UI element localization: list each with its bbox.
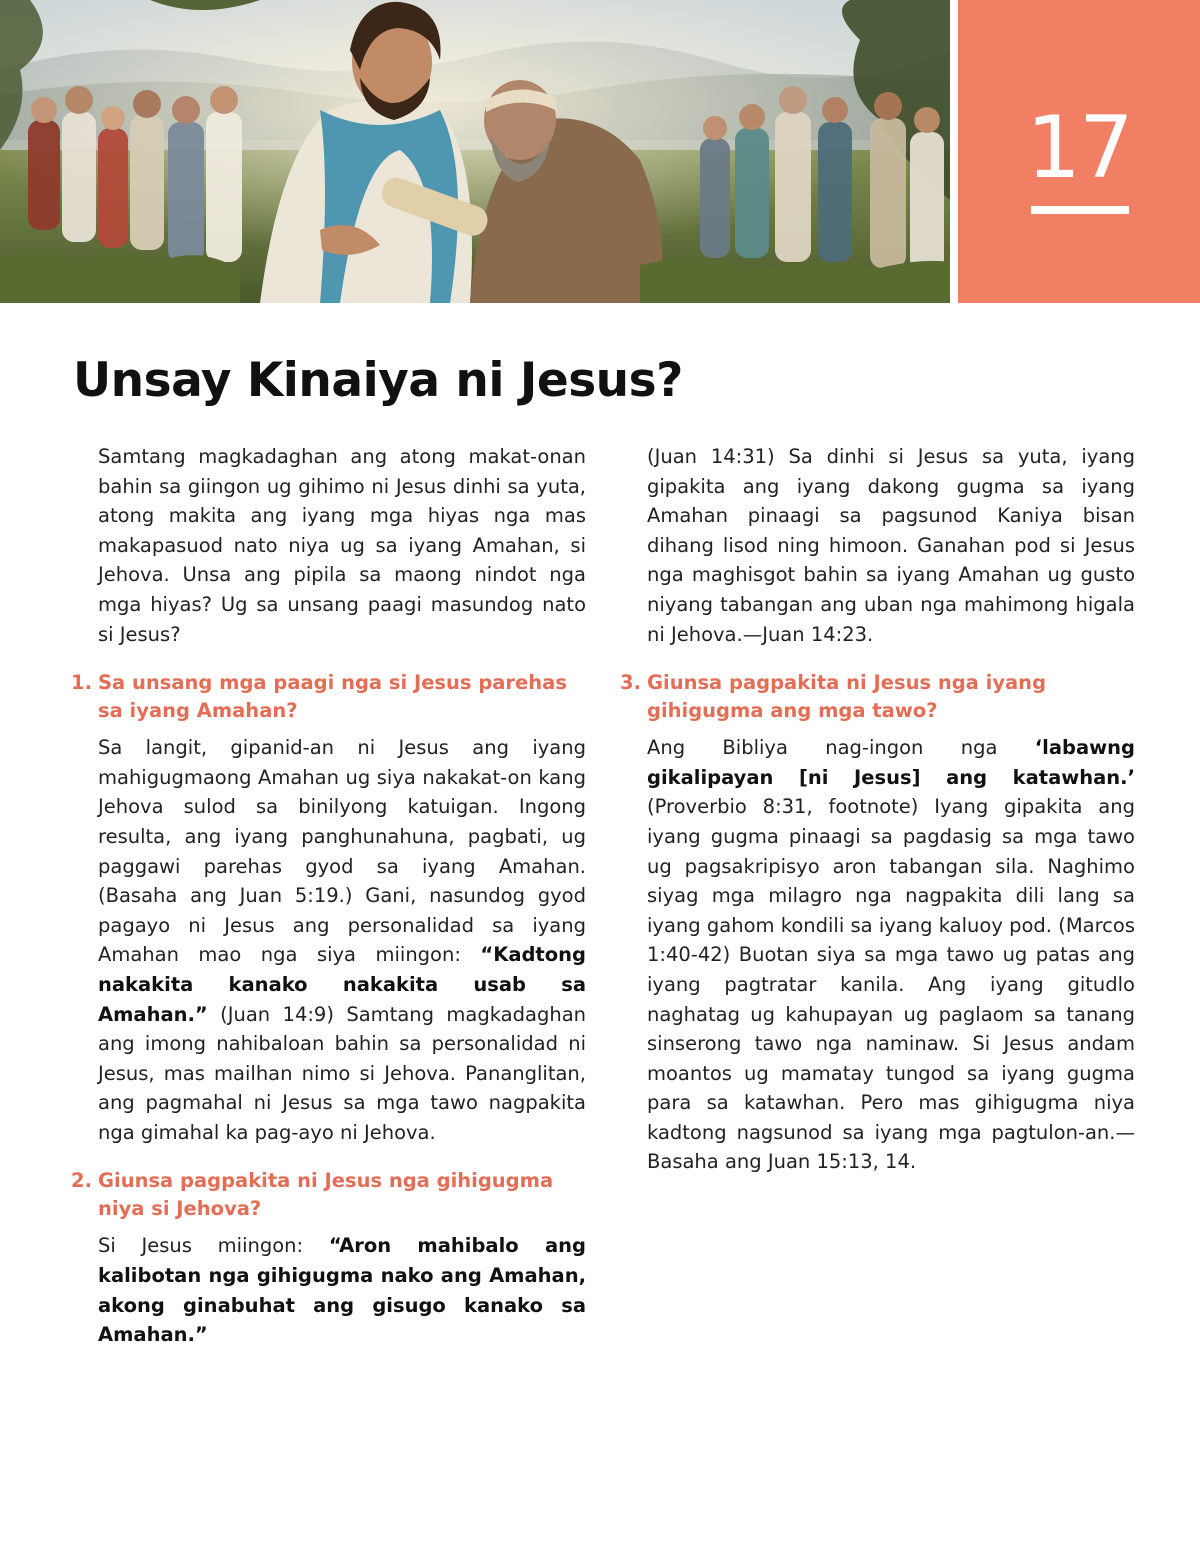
intro-paragraph: Samtang magkadaghan ang atong makat-onan bahin sa giingon ug gihimo ni Jesus dinhi sa yuta, atong makita ang iyang mga hiyas nga mas makapasuod nato niya ug sa iyang Amahan, si Jehova. Unsa ang pipila sa maong nindot nga mga hiyas? Ug sa unsang paagi masundog nato si Jesus?	[98, 445, 586, 646]
answer-text: (Juan 14:9) Samtang magkadaghan ang imong nahibaloan bahin sa personalidad ni Jesus, mas mailhan nimo si Jehova. Pananglitan, ang pagmahal ni Jesus sa mga tawo nagpakita nga gimahal ka pag-ayo ni Jehova.	[98, 1002, 586, 1144]
question-text: Sa unsang mga paagi nga si Jesus parehas sa iyang Amahan?	[98, 671, 567, 723]
left-column	[71, 442, 586, 1350]
answer-quote: “Aron mahibalo ang kalibotan nga gihigugma nako ang Amahan, akong ginabuhat ang gisugo kanako sa Amahan.”	[98, 1234, 586, 1347]
question-heading-2	[71, 1167, 586, 1223]
page-title: Unsay Kinaiya ni Jesus?	[73, 353, 683, 408]
answer-text: Sa langit, gipanid-an ni Jesus ang iyang mahigugmaong Amahan ug siya nakakat-on kang Jehova sulod sa binilyong katuigan. Ingong resulta, ang iyang panghunahuna, pagbati, ug paggawi parehas gyod sa iyang Amahan. (Basaha ang Juan 5:19.) Gani, nasundog gyod pagayo ni Jesus ang personalidad sa iyang Amahan mao nga siya miingon:	[98, 736, 586, 967]
question-heading-3	[620, 669, 1135, 725]
right-column	[620, 442, 1135, 1177]
chapter-rule	[1031, 206, 1129, 214]
answer-paragraph-2-start	[98, 1231, 586, 1349]
question-text: Giunsa pagpakita ni Jesus nga gihigugma niya si Jehova?	[98, 1169, 554, 1221]
question-text: Giunsa pagpakita ni Jesus nga iyang gihigugma ang mga tawo?	[647, 671, 1047, 723]
chapter-tab	[958, 0, 1200, 303]
question-heading-1	[71, 669, 586, 725]
answer-paragraph-1	[98, 733, 586, 1147]
answer-quote: ‘labawng gikalipayan [ni Jesus] ang katawhan.’	[647, 736, 1135, 789]
answer-text: (Proverbio 8:31, footnote) Iyang gipakita ang iyang gugma pinaagi sa pagdasig sa mga tawo ug pagsakripisyo aron tabangan sila. Naghimo siyag mga milagro nga nagpakita dili lang sa iyang gahom kondili sa iyang kaluoy pod. (Marcos 1:40-42) Buotan siya sa mga tawo ug patas ang iyang pagtratar kanila. Ang iyang gitudlo naghatag ug kahupayan ug paglaom sa tanang sinserong tawo nga naminaw. Si Jesus andam moantos ug mamatay tungod sa iyang gugma para sa katawhan. Pero mas gihigugma niya kadtong nagsunod sa iyang mga pagtulon-an.—Basaha ang Juan 15:13, 14.	[647, 795, 1135, 1174]
chapter-number: 17	[1026, 98, 1132, 198]
hero-scene-graphic	[0, 0, 950, 303]
hero-illustration	[0, 0, 950, 303]
answer-quote: “Kadtong nakakita kanako nakakita usab sa Amahan.”	[98, 943, 586, 1026]
question-number: 2.	[71, 1169, 92, 1193]
answer-text: Ang Bibliya nag-ingon nga	[647, 736, 1035, 760]
answer-paragraph-3	[647, 733, 1135, 1177]
question-number: 3.	[620, 671, 641, 695]
answer-text: Si Jesus miingon:	[98, 1234, 329, 1258]
question-number: 1.	[71, 671, 92, 695]
answer-paragraph-2-continued: (Juan 14:31) Sa dinhi si Jesus sa yuta, iyang gipakita ang iyang dakong gugma sa iyang Amahan pinaagi sa pagsunod Kaniya bisan dihang lisod ning himoon. Ganahan pod si Jesus nga maghisgot bahin sa iyang Amahan ug gusto niyang tabangan ang uban nga mahimong higala ni Jehova.—Juan 14:23.	[647, 445, 1135, 646]
